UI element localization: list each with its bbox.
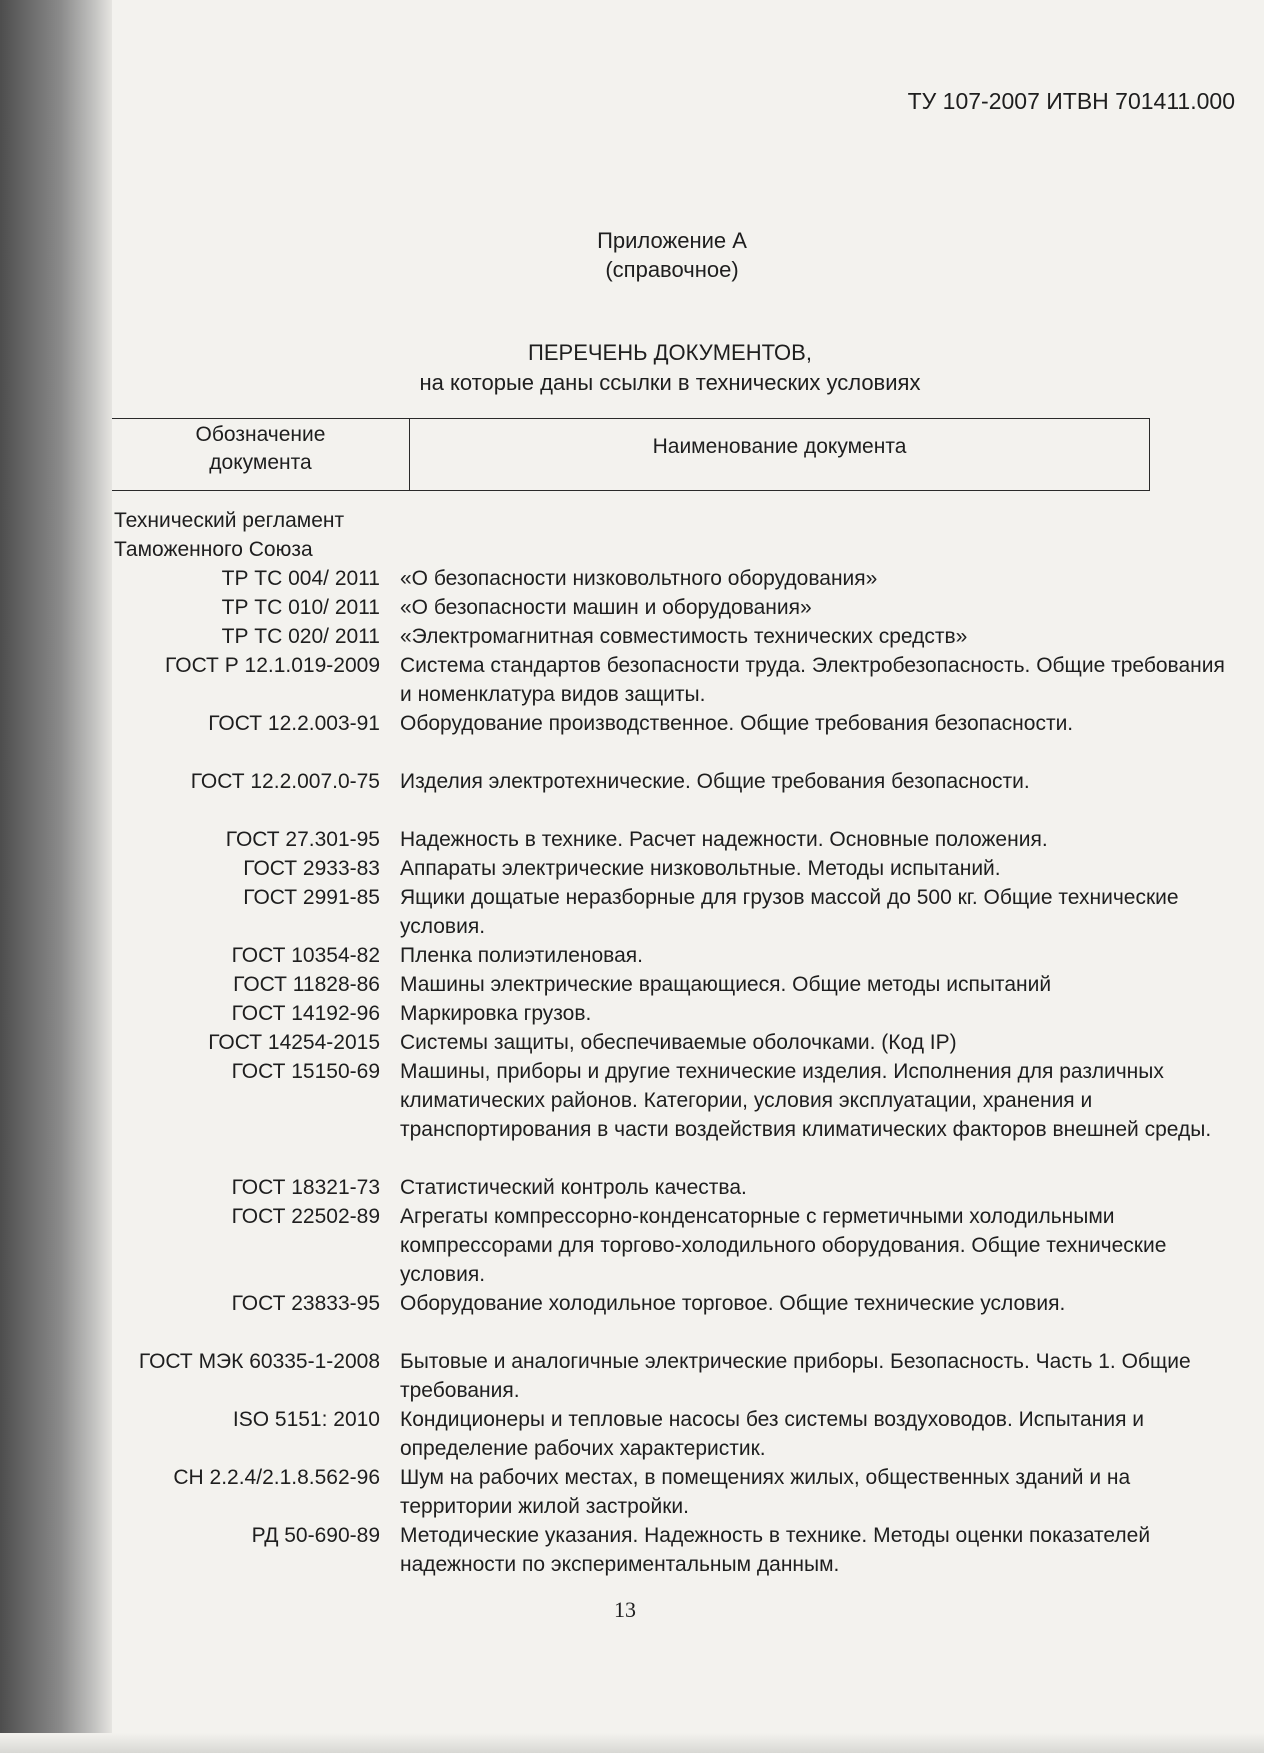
document-code: ГОСТ 23833-95 [231,1292,380,1315]
document-name: Кондиционеры и тепловые насосы без системы воздуховодов. Испытания и определение рабочих характеристик. [400,1408,1145,1460]
page-title [360,338,980,398]
title-line-1: ПЕРЕЧЕНЬ ДОКУМЕНТОВ, [528,340,812,365]
document-code: РД 50-690-89 [251,1524,380,1547]
document-name: Шум на рабочих местах, в помещениях жилых, общественных зданий и на территории жилой застройки. [400,1466,1131,1518]
document-name: Машины, приборы и другие технические изделия. Исполнения для различных климатических районов. Категории, условия эксплуатации, хранения и транспортирования в части воздействия климатических факторов внешней среды. [400,1060,1212,1141]
document-code: ГОСТ 2991-85 [243,886,380,909]
document-name: Агрегаты компрессорно-конденсаторные с герметичными холодильными компрессорами для торгово-холодильного оборудования. Общие технические условия. [400,1205,1167,1286]
table-header [112,418,1150,491]
document-code: ГОСТ 18321-73 [231,1176,380,1199]
appendix-type: (справочное) [605,257,739,282]
document-name: Надежность в технике. Расчет надежности. Основные положения. [400,828,1048,851]
document-code: ГОСТ 27.301-95 [225,828,380,851]
header-designation [112,419,410,490]
group-heading-line-2: Таможенного Союза [114,538,313,561]
document-name: Ящики дощатые неразборные для грузов массой до 500 кг. Общие технические условия. [400,886,1179,938]
header-designation-line-2: документа [209,451,312,474]
book-binding-shadow [0,0,112,1753]
header-designation-line-1: Обозначение [195,423,326,446]
document-code: ГОСТ 14254-2015 [208,1031,380,1054]
document-code: ISO 5151: 2010 [232,1408,380,1431]
document-code: ГОСТ МЭК 60335-1-2008 [138,1350,380,1373]
document-name: Аппараты электрические низковольтные. Методы испытаний. [400,857,1001,880]
appendix-heading [560,226,784,284]
document-name: Пленка полиэтиленовая. [400,944,643,967]
appendix-label: Приложение А [597,228,747,253]
page-number: 13 [614,1597,636,1622]
page-bottom-edge [0,1733,1264,1753]
document-code: ГОСТ 14192-96 [231,1002,380,1025]
document-code: ТР ТС 020/ 2011 [221,625,380,648]
document-name: Система стандартов безопасности труда. Электробезопасность. Общие требования и номенклатура видов защиты. [400,654,1225,706]
title-line-2: на которые даны ссылки в технических условиях [419,370,921,395]
document-code: ГОСТ Р 12.1.019-2009 [165,654,380,677]
group-heading-line-1: Технический регламент [114,509,345,532]
document-code: ГОСТ 12.2.007.0-75 [190,770,380,793]
document-name: Методические указания. Надежность в технике. Методы оценки показателей надежности по экспериментальным данным. [400,1524,1151,1576]
document-code: ГОСТ 2933-83 [243,857,380,880]
document-name: Маркировка грузов. [400,1002,592,1025]
document-name: Оборудование производственное. Общие требования безопасности. [400,712,1074,735]
document-name: «О безопасности низковольтного оборудования» [400,567,878,590]
document-code: ГОСТ 12.2.003-91 [208,712,380,735]
document-code: ТР ТС 004/ 2011 [221,567,380,590]
document-name: Изделия электротехнические. Общие требования безопасности. [400,770,1030,793]
document-code: ГОСТ 15150-69 [231,1060,380,1083]
document-name: Статистический контроль качества. [400,1176,747,1199]
document-code: СН 2.2.4/2.1.8.562-96 [173,1466,380,1489]
document-name: Машины электрические вращающиеся. Общие методы испытаний [400,973,1052,996]
document-code: ГОСТ 10354-82 [231,944,380,967]
document-number: ТУ 107-2007 ИТВН 701411.000 [907,88,1235,114]
document-code: ГОСТ 22502-89 [231,1205,380,1228]
document-name: Оборудование холодильное торговое. Общие технические условия. [400,1292,1066,1315]
document-name: «Электромагнитная совместимость технических средств» [400,625,968,648]
document-name: «О безопасности машин и оборудования» [400,596,812,619]
header-document-name: Наименование документа [652,435,907,458]
document-name: Системы защиты, обеспечиваемые оболочками. (Код IP) [400,1031,957,1054]
group-heading [114,506,344,564]
document-name: Бытовые и аналогичные электрические приборы. Безопасность. Часть 1. Общие требования. [400,1350,1191,1402]
document-code: ТР ТС 010/ 2011 [221,596,380,619]
document-code: ГОСТ 11828-86 [233,973,380,996]
